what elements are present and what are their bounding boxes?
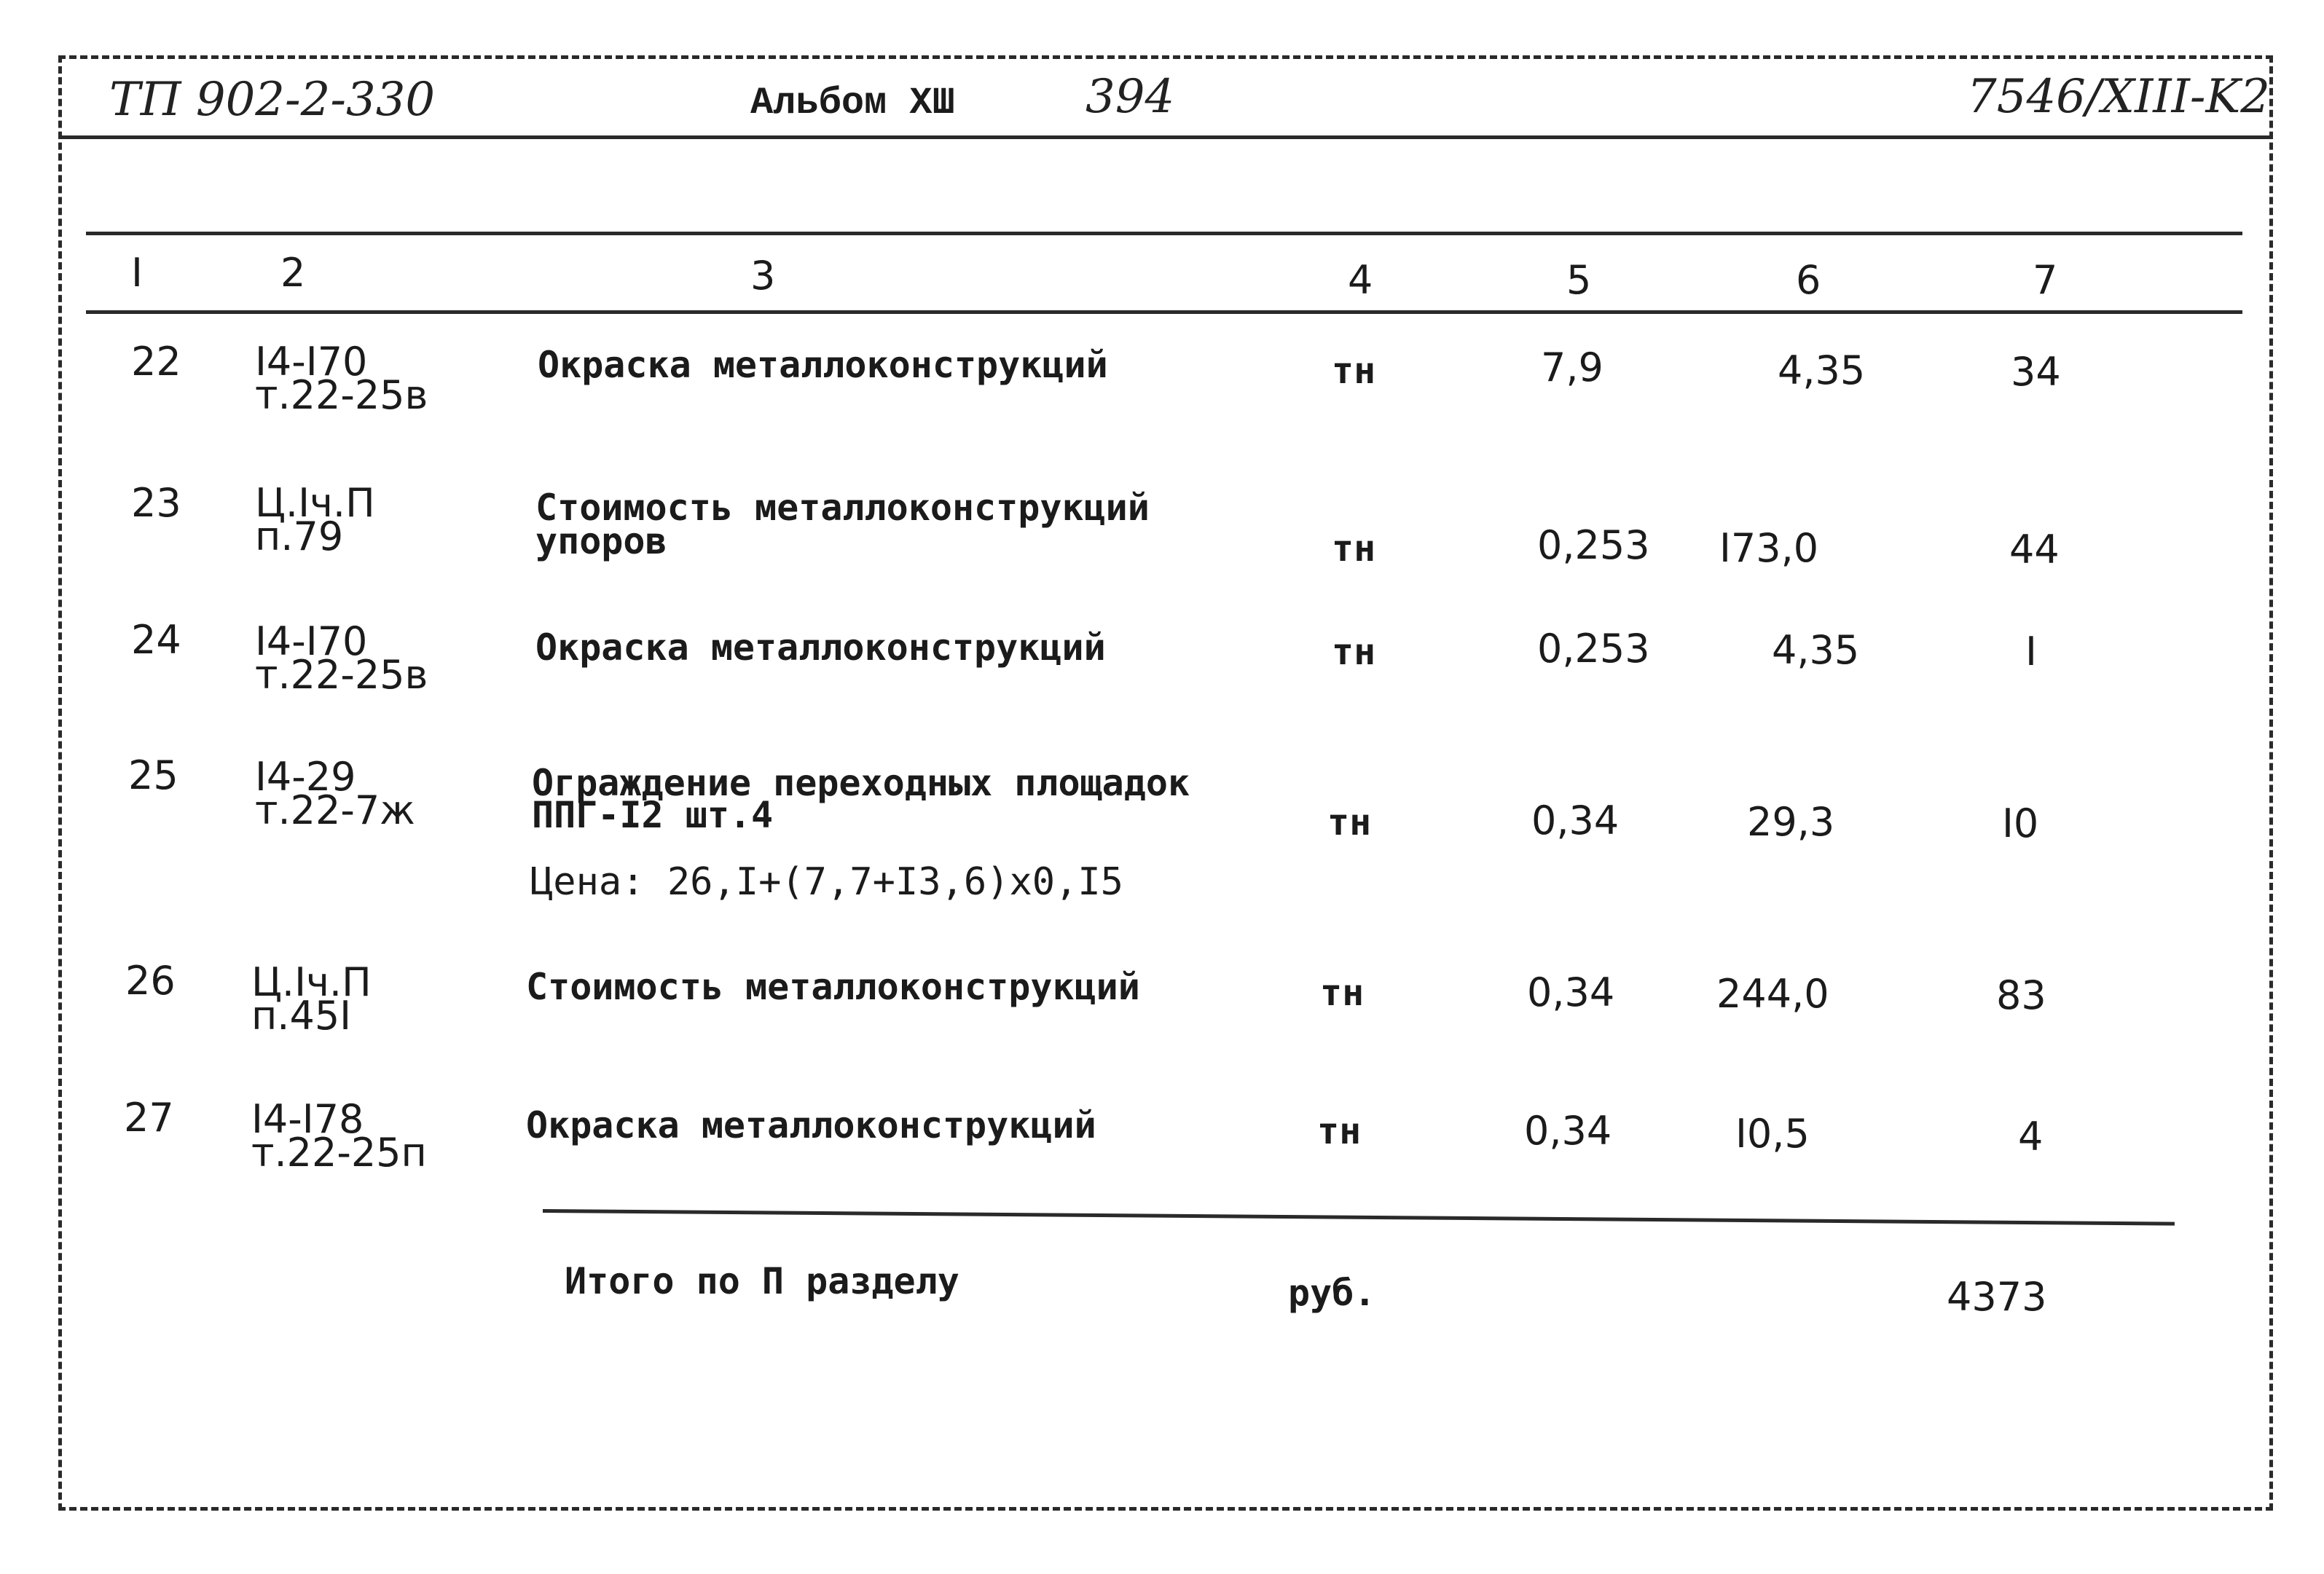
row-description: Окраска металлоконструкций xyxy=(535,626,1106,669)
row-description: Стоимость металлоконструкций xyxy=(535,487,1150,529)
row-total: 44 xyxy=(2009,527,2060,572)
col-num-7: 7 xyxy=(2033,257,2058,303)
summary-total: 4373 xyxy=(1947,1274,2047,1320)
row-description: Стоимость металлоконструкций xyxy=(526,966,1140,1008)
row-unit: тн xyxy=(1332,350,1376,392)
row-code: I4-I70 xyxy=(255,339,368,385)
row-description: Окраска металлоконструкций xyxy=(526,1104,1096,1146)
row-number: 24 xyxy=(131,617,181,663)
row-number: 27 xyxy=(124,1095,174,1141)
row-price: 4,35 xyxy=(1772,627,1860,673)
row-total: 4 xyxy=(2018,1114,2044,1160)
row-quantity: 0,253 xyxy=(1537,626,1650,672)
row-code: т.22-25в xyxy=(255,372,428,418)
row-code: т.22-25п xyxy=(251,1130,427,1176)
row-total: I0 xyxy=(2002,800,2039,846)
row-number: 25 xyxy=(128,752,178,798)
summary-unit: руб. xyxy=(1288,1272,1376,1314)
page-number: 394 xyxy=(1086,70,1175,124)
table-top-rule xyxy=(86,232,2242,235)
row-unit: тн xyxy=(1320,972,1365,1014)
row-price-note: Цена: 26,I+(7,7+I3,6)x0,I5 xyxy=(530,860,1123,904)
row-description: Окраска металлоконструкций xyxy=(538,344,1108,386)
row-price: I73,0 xyxy=(1719,525,1819,571)
col-num-3: 3 xyxy=(750,253,776,299)
row-code: Ц.Iч.П xyxy=(251,959,372,1005)
row-code: I4-I70 xyxy=(255,618,368,664)
row-unit: тн xyxy=(1332,631,1376,673)
row-code: п.79 xyxy=(255,513,344,559)
row-total: I xyxy=(2025,629,2037,674)
row-description: ППГ-I2 шт.4 xyxy=(532,794,774,836)
row-unit: тн xyxy=(1327,801,1372,843)
row-price: 4,35 xyxy=(1778,347,1866,393)
col-num-1: I xyxy=(131,250,143,296)
row-quantity: 0,34 xyxy=(1527,969,1615,1015)
row-code: т.22-7ж xyxy=(255,787,415,833)
header-divider xyxy=(58,135,2273,139)
row-description: Ограждение переходных площадок xyxy=(532,762,1190,804)
row-unit: тн xyxy=(1317,1110,1362,1152)
summary-label: Итого по П разделу xyxy=(565,1260,959,1302)
row-number: 26 xyxy=(125,958,176,1004)
row-price: 29,3 xyxy=(1747,799,1835,845)
sheet-code: 7546/XIII-K2 xyxy=(1967,70,2270,124)
row-code: Ц.Iч.П xyxy=(255,480,375,526)
col-num-2: 2 xyxy=(280,250,306,296)
row-quantity: 0,34 xyxy=(1524,1108,1612,1154)
row-quantity: 0,253 xyxy=(1537,522,1650,568)
row-code: т.22-25в xyxy=(255,652,428,698)
col-num-5: 5 xyxy=(1566,257,1592,303)
row-price: 244,0 xyxy=(1716,971,1829,1017)
row-unit: тн xyxy=(1332,527,1376,570)
row-code: п.45I xyxy=(251,993,352,1039)
row-description: упоров xyxy=(535,520,667,562)
row-total: 83 xyxy=(1996,972,2046,1018)
row-code: I4-I78 xyxy=(251,1096,364,1142)
row-quantity: 0,34 xyxy=(1531,798,1620,843)
col-num-4: 4 xyxy=(1348,257,1373,303)
row-code: I4-29 xyxy=(255,754,356,800)
album-label: Альбом XШ xyxy=(750,82,955,125)
row-quantity: 7,9 xyxy=(1541,345,1603,390)
table-header-rule xyxy=(86,310,2242,314)
row-total: 34 xyxy=(2011,349,2061,395)
col-num-6: 6 xyxy=(1796,257,1821,303)
row-number: 22 xyxy=(131,339,181,385)
doc-code: ТП 902-2-330 xyxy=(109,73,436,127)
row-price: I0,5 xyxy=(1735,1111,1810,1157)
row-number: 23 xyxy=(131,480,181,526)
